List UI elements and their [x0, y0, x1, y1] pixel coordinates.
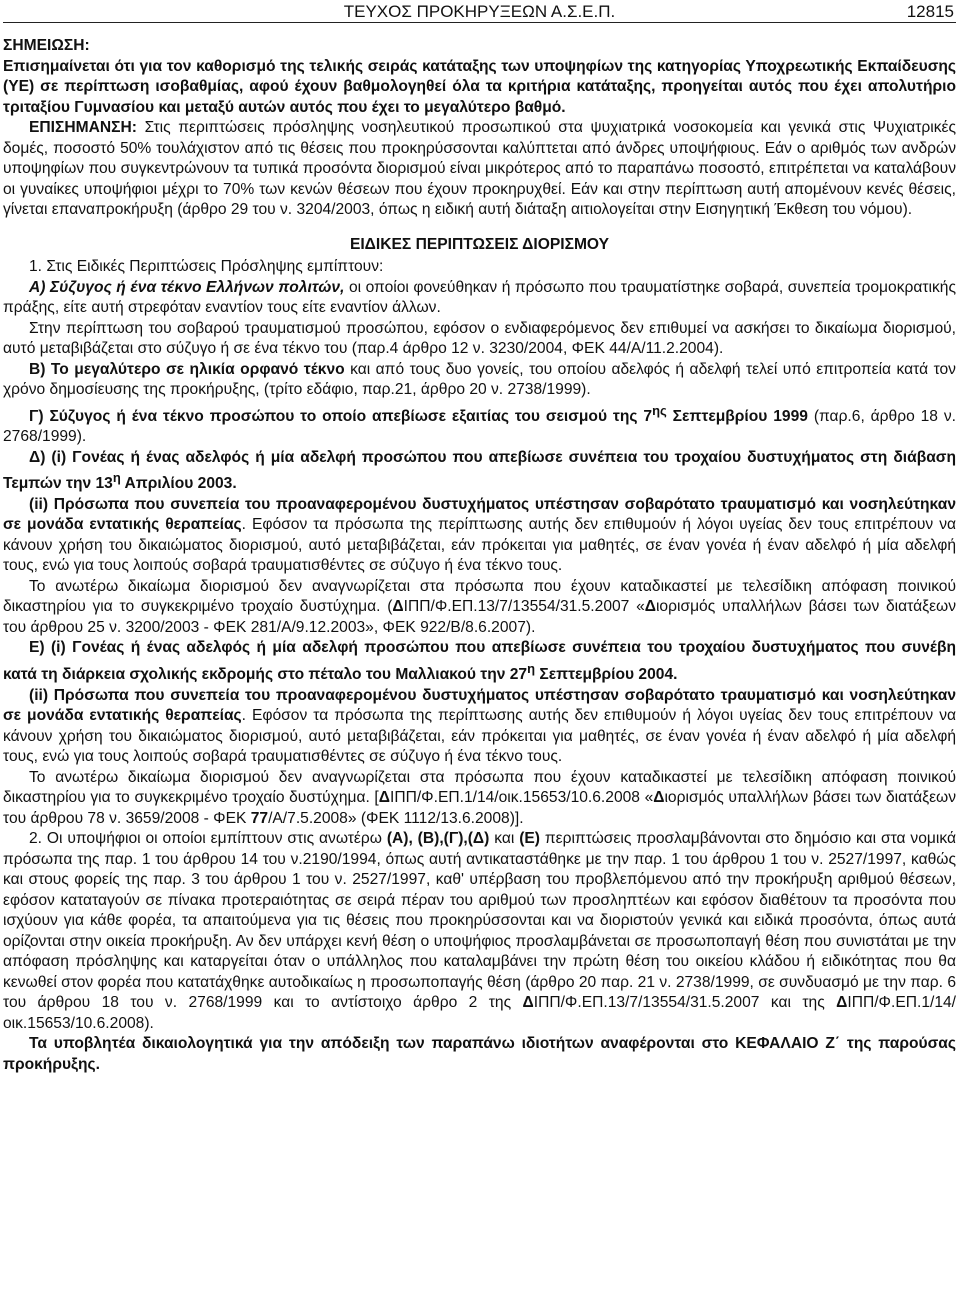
paragraph-2-text-2: και: [489, 830, 520, 848]
case-b: [3, 360, 956, 401]
case-b-text: και από τους δυο γονείς, του οποίου αδελφός ή αδελφή τελεί υπό επιτροπεία κατά τον χρόνο δημοσίευσης της προκήρυξης, (τρίτο εδάφιο, παρ.21, άρθρο 20 ν. 2738/1999).: [3, 360, 956, 398]
paragraph-2-text-3: περιπτώσεις προσλαμβάνονται στο δημόσιο και στα νομικά πρόσωπα της παρ. 1 του άρθρου 14 του ν.2190/1994, όπως αυτή αντικαταστάθηκε με την παρ. 1 του άρθρου 1 του ν. 2527/1997, καθώς και στους φορείς της παρ. 3 του άρθρου 1 του ν. 2527/1997, καθ' υπέρβαση του προβλεπόμενου από την προκήρυξη αριθμού θέσεων, εφόσον καταταγούν σε πίνακα προτεραιότητας σε σειρά πέραν του αριθμού των προσληπτέων και εφόσον διαθέτουν τα προσόντα που ισχύουν για κάθε φορέα, τα απαιτούμενα για τις θέσεις που προκηρύσσονται και να διοριστούν γενικά και ειδικά προσόντα, όπως αυτά ορίζονται στην οικεία προκήρυξη. Αν δεν υπάρχει κενή θέση ο υποψήφιος προσλαμβάνεται σε προσωποπαγή θέση που συνιστάται με την απόφαση πρόσληψης και καταργείται όταν ο υπάλληλος που καταλαμβάνει την πρώτη θέση του οικείου κλάδου ή ειδικότητας που θα κενωθεί στον φορέα που κατατάχθηκε αυτοδικαίως η προσωποπαγής θέση (άρθρο 20 παρ. 21 ν. 2738/1999, σε συνδυασμό με την παρ. 6 του άρθρου 18 του ν. 2768/1999 και το αντίστοιχο άρθρο 2 της: [3, 830, 956, 1012]
note-text: Επισημαίνεται ότι για τον καθορισμό της τελικής σειράς κατάταξης των υποψηφίων της κατηγορίας Υποχρεωτικής Εκπαίδευσης (ΥΕ) σε περίπτωση ισοβαθμίας, αφού έχουν βαθμολογηθεί όλα τα κριτήρια κατάταξης, προηγείται αυτός που έχει απολυτήριο τριταξίου Γυμνασίου και μεταξύ αυτών αυτός που έχει το μεγαλύτερο βαθμό.: [3, 57, 956, 116]
case-d-note-text-2: ΙΠΠ/Φ.ΕΠ.13/7/13554/31.5.2007 «: [403, 598, 645, 616]
case-d-note-text: Το ανωτέρω δικαίωμα διορισμού δεν αναγνωρίζεται στα πρόσωπα που έχουν καταδικαστεί με τελεσίδικη απόφαση ποινικού δικαστηρίου για το συγκεκριμένο τροχαίο δυστύχημα. (: [3, 577, 956, 616]
case-d-note-bold-1: Δ: [392, 598, 404, 616]
case-e-note: [3, 768, 956, 830]
case-e1: [3, 638, 956, 685]
paragraph-2-bold: (Α), (Β),(Γ),(Δ): [386, 830, 490, 848]
case-c: [3, 401, 956, 448]
case-a-label: Α) Σύζυγος ή ένα τέκνο Ελλήνων πολιτών,: [29, 278, 345, 296]
page-header: [3, 0, 956, 30]
case-e-note-text: Το ανωτέρω δικαίωμα διορισμού δεν αναγνωρίζεται στα πρόσωπα που έχουν καταδικαστεί με τελεσίδικη απόφαση ποινικού δικαστηρίου για το συγκεκριμένο τροχαίο δυστύχημα. [: [3, 768, 956, 807]
case-c-sup: ης: [652, 402, 667, 418]
attention-paragraph: [3, 118, 956, 221]
paragraph-2-text-4: ΙΠΠ/Φ.ΕΠ.13/7/13554/31.5.2007 και της: [533, 994, 837, 1012]
case-d-note-bold-2: Δ: [644, 598, 656, 616]
case-e-note-text-3: ιορισμός υπαλλήλων βάσει των διατάξεων του άρθρου 78 ν. 3659/2008 - ΦΕΚ: [3, 789, 956, 827]
case-e1-sup: η: [527, 660, 536, 676]
section-intro: 1. Στις Ειδικές Περιπτώσεις Πρόσληψης εμπίπτουν:: [29, 258, 384, 275]
case-d2-label: (ii) Πρόσωπα που συνεπεία του προαναφερομένου δυστυχήματος υπέστησαν σοβαρότατο τραυματισμό και νοσηλεύτηκαν σε μονάδα εντατικής θεραπείας: [3, 495, 956, 534]
case-a-note: Στην περίπτωση του σοβαρού τραυματισμού προσώπου, εφόσον ο ενδιαφερόμενος δεν επιθυμεί να ασκήσει το δικαίωμα διορισμού, αυτό μεταβιβάζεται στο σύζυγο ή σε ένα τέκνο του (παρ.4 άρθρο 12 ν. 3230/2004, ΦΕΚ 44/Α/11.2.2004).: [3, 319, 956, 357]
case-d-note-text-3: ιορισμός υπαλλήλων βάσει των διατάξεων του άρθρου 25 ν. 3200/2003 - ΦΕΚ 281/Α/9.12.2003», ΦΕΚ 922/Β/8.6.2007).: [3, 598, 957, 636]
paragraph-2: [3, 829, 956, 1034]
case-e-note-text-4: /Α/7.5.2008» (ΦΕΚ 1112/13.6.2008)].: [268, 809, 524, 827]
closing-paragraph: Τα υποβλητέα δικαιολογητικά για την απόδειξη των παραπάνω ιδιοτήτων αναφέρονται στο ΚΕΦΑΛΑΙΟ Ζ΄ της παρούσας προκήρυξης.: [3, 1035, 956, 1073]
case-e2: [3, 686, 956, 768]
paragraph-2-bold-4: Δ: [836, 994, 848, 1012]
case-e-note-bold-2: Δ: [653, 789, 665, 807]
note-title: ΣΗΜΕΙΩΣΗ:: [3, 37, 90, 54]
paragraph-2-text: 2. Οι υποψήφιοι οι οποίοι εμπίπτουν στις ανωτέρω: [29, 830, 387, 848]
case-d-note: [3, 577, 956, 639]
case-e1-label: Ε) (i) Γονέας ή ένας αδελφός ή μία αδελφή προσώπου που απεβίωσε συνέπεια του τροχαίου δυστυχήματος που συνέβη κατά τη διάρκεια σχολικής εκδρομής στο πέταλο του Μαλλιακού την 27: [3, 639, 956, 684]
case-d1-sup: η: [112, 470, 121, 486]
case-e2-label: (ii) Πρόσωπα που συνεπεία του προαναφερομένου δυστυχήματος υπέστησαν σοβαρότατο τραυματισμό και νοσηλεύτηκαν σε μονάδα εντατικής θεραπείας: [3, 686, 956, 725]
case-d2-text: . Εφόσον τα πρόσωπα της περίπτωσης αυτής δεν επιθυμούν ή λόγοι υγείας δεν τους επιτρέπουν να κάνουν χρήση του δικαιώματος διορισμού, αυτό μεταβιβάζεται, εάν πρόκειται για μαθητές, σε έναν γονέα ή έναν αδελφό ή μία αδελφή τους, ενώ για τους λοιπούς σοβαρά τραυματισθέντες σε σύζυγο ή ένα τέκνο τους.: [3, 516, 957, 575]
case-e-note-bold-1: Δ: [378, 789, 390, 807]
case-e1-label-2: Σεπτεμβρίου 2004.: [535, 666, 678, 684]
case-c-label-2: Σεπτεμβρίου 1999: [666, 407, 808, 425]
case-e-note-text-2: ΙΠΠ/Φ.ΕΠ.1/14/οικ.15653/10.6.2008 «: [389, 789, 654, 807]
case-d1: [3, 448, 956, 495]
case-b-label: Β) Το μεγαλύτερο σε ηλικία ορφανό τέκνο: [29, 360, 345, 378]
paragraph-2-text-5: ΙΠΠ/Φ.ΕΠ.1/14/οικ.15653/10.6.2008).: [3, 994, 956, 1032]
case-e2-text: . Εφόσον τα πρόσωπα της περίπτωσης αυτής δεν επιθυμούν ή λόγοι υγείας δεν τους επιτρέπουν να κάνουν χρήση του δικαιώματος διορισμού, αυτό μεταβιβάζεται, εάν πρόκειται για μαθητές, σε έναν γονέα ή έναν αδελφό ή μία αδελφή τους, ενώ για τους λοιπούς σοβαρά τραυματισθέντες σε σύζυγο ή ένα τέκνο τους.: [3, 707, 957, 766]
case-d1-label-2: Απριλίου 2003.: [120, 475, 237, 493]
case-c-text: (παρ.6, άρθρο 18 ν. 2768/1999).: [3, 407, 956, 446]
case-d1-label: Δ) (i) Γονέας ή ένας αδελφός ή μία αδελφή προσώπου που απεβίωσε συνέπεια του τροχαίου δυστυχήματος στη διάβαση Τεμπών την 13: [3, 448, 956, 493]
attention-text: Στις περιπτώσεις πρόσληψης νοσηλευτικού προσωπικού στα ψυχιατρικά νοσοκομεία και γενικά στις Ψυχιατρικές δομές, ποσοστό 50% τουλάχιστον από τις θέσεις που προκηρύσσονται καλύπτεται από άνδρες υποψήφιους. Εάν ο αριθμός των ανδρών υποψηφίων που συγκεντρώνουν τα τυπικά προσόντα διορισμού είναι μικρότερος από το παραπάνω ποσοστό, επιτρέπεται να καταλάβουν οι γυναίκες υποψήφιοι μέχρι το 70% των κενών θέσεων που έχουν προκηρυχθεί. Εάν και στην περίπτωση αυτή απομένουν κενές θέσεις, γίνεται επαναπροκήρυξη (άρθρο 29 του ν. 3204/2003, όπως η ειδική αυτή διάταξη αιτιολογείται στην Εισηγητική Έκθεση του νόμου).: [3, 119, 956, 218]
case-e-note-bold-3: 77: [250, 809, 269, 827]
paragraph-2-bold-3: Δ: [522, 994, 534, 1012]
paragraph-2-bold-2: (Ε): [519, 830, 540, 848]
case-a-text: οι οποίοι φονεύθηκαν ή πρόσωπο που τραυματίστηκε σοβαρά, συνεπεία τρομοκρατικής πράξης, είτε αυτή στρεφόταν εναντίον τους είτε εναντίον άλλων.: [3, 278, 956, 316]
section-heading: ΕΙΔΙΚΕΣ ΠΕΡΙΠΤΩΣΕΙΣ ΔΙΟΡΙΣΜΟΥ: [349, 235, 610, 253]
page-number: 12815: [906, 2, 954, 21]
journal-title: ΤΕΥΧΟΣ ΠΡΟΚΗΡΥΞΕΩΝ Α.Σ.Ε.Π.: [343, 2, 616, 21]
header-rule: [3, 22, 956, 23]
case-d2: [3, 495, 956, 577]
case-c-label: Γ) Σύζυγος ή ένα τέκνο προσώπου το οποίο απεβίωσε εξαιτίας του σεισμού της 7: [29, 407, 653, 425]
attention-label: ΕΠΙΣΗΜΑΝΣΗ:: [29, 119, 137, 136]
case-a: [3, 278, 956, 319]
